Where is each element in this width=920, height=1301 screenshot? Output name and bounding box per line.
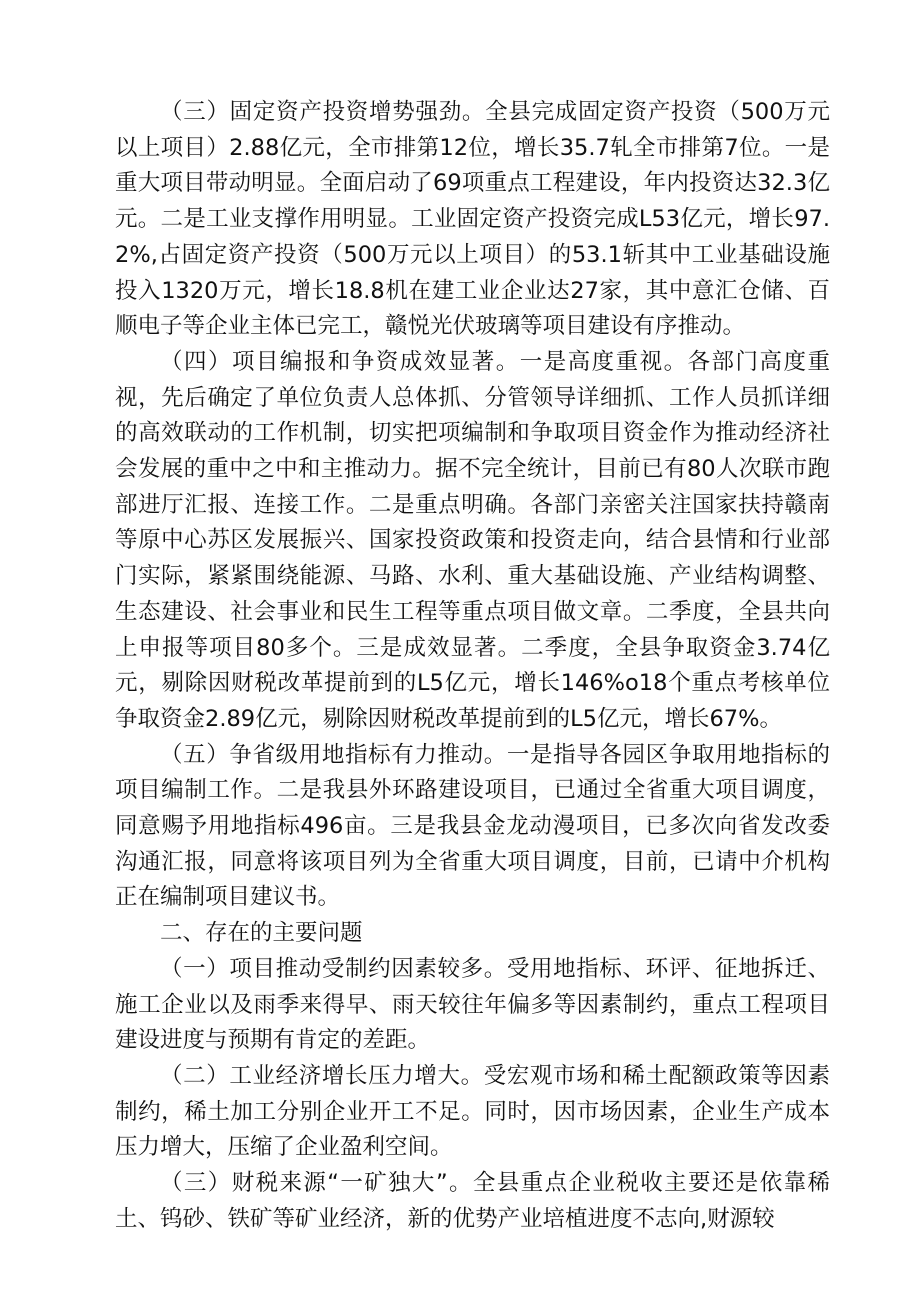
section-heading-main-problems: 二、存在的主要问题 — [160, 920, 363, 947]
paragraph-industrial-pressure: （二）工业经济增长压力增大。受宏观市场和稀土配额政策等因素制约，稀土加工分别企业开工不足。同时，因市场因素，企业生产成本压力增大，压缩了企业盈利空间。 — [115, 1062, 830, 1161]
document-body — [115, 95, 830, 1238]
paragraph-project-constraints: （一）项目推动受制约因素较多。受用地指标、环评、征地拆迁、施工企业以及雨季来得早、雨天较往年偏多等因素制约，重点工程项目建设进度与预期有肯定的差距。 — [115, 955, 830, 1054]
paragraph-land-use-quota: （五）争省级用地指标有力推动。一是指导各园区争取用地指标的项目编制工作。二是我县外环路建设项目，已通过全省重大项目调度，同意赐予用地指标496亩。三是我县金龙动漫项目，已多次向省发改委沟通汇报，同意将该项目列为全省重大项目调度，目前，已请中介机构正在编制项目建议书。 — [115, 741, 830, 911]
paragraph-tax-source: （三）财税来源“一矿独大”。全县重点企业税收主要还是依靠稀土、钨砂、铁矿等矿业经济，新的优势产业培植进度不志向,财源较 — [115, 1170, 830, 1232]
paragraph-project-funding: （四）项目编报和争资成效显著。一是高度重视。各部门高度重视，先后确定了单位负责人总体抓、分管领导详细抓、工作人员抓详细的高效联动的工作机制，切实把项编制和争取项目资金作为推动经济社会发展的重中之中和主推动力。据不完全统计，目前已有80人次联市跑部进厅汇报、连接工作。二是重点明确。各部门亲密关注国家扶持赣南等原中心苏区发展振兴、国家投资政策和投资走向，结合县情和行业部门实际，紧紧围绕能源、马路、水利、重大基础设施、产业结构调整、生态建设、社会事业和民生工程等重点项目做文章。二季度，全县共向上申报等项目80多个。三是成效显著。二季度，全县争取资金3.74亿元，剔除因财税改革提前到的L5亿元，增长146%o18个重点考核单位争取资金2.89亿元，剔除因财税改革提前到的L5亿元，增长67%。 — [115, 348, 830, 732]
paragraph-fixed-asset-investment: （三）固定资产投资增势强劲。全县完成固定资产投资（500万元以上项目）2.88亿元，全市排第12位，增长35.7轧全市排第7位。一是重大项目带动明显。全面启动了69项重点工程建设，年内投资达32.3亿元。二是工业支撑作用明显。工业固定资产投资完成L53亿元，增长97.2%,占固定资产投资（500万元以上项目）的53.1斩其中工业基础设施投入1320万元，增长18.8机在建工业企业达27家，其中意汇仓储、百顺电子等企业主体已完工，赣悦光伏玻璃等项目建设有序推动。 — [115, 99, 830, 340]
